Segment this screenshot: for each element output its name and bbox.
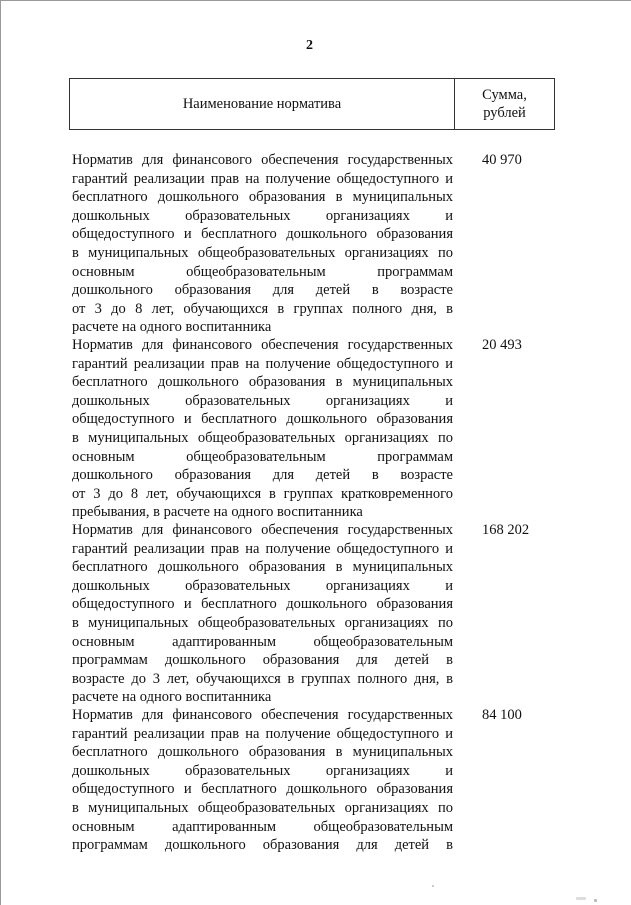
text-line: программам дошкольного образования для детей в — [72, 837, 453, 854]
text-line: дошкольных образовательных организациях и — [72, 577, 453, 594]
text-line: от 3 до 8 лет, обучающихся в группах кратковременного — [72, 485, 453, 502]
normative-name — [72, 336, 453, 522]
text-line: гарантий реализации прав на получение общедоступного и — [72, 355, 453, 372]
text-line: в муниципальных общеобразовательных организациях по — [72, 429, 453, 446]
normative-name — [72, 521, 453, 707]
text-line: основным общеобразовательным программам — [72, 448, 453, 465]
text-line: бесплатного дошкольного образования в муниципальных — [72, 374, 453, 391]
text-line: Норматив для финансового обеспечения государственных — [72, 152, 453, 168]
text-line: программам дошкольного образования для детей в — [72, 652, 453, 669]
text-line: общедоступного и бесплатного дошкольного образования — [72, 596, 453, 613]
text-line: общедоступного и бесплатного дошкольного образования — [72, 781, 453, 798]
page-edge-top — [0, 0, 631, 1]
text-line: дошкольного образования для детей в возрасте — [72, 467, 453, 484]
page-number: 2 — [306, 38, 313, 53]
text-line: дошкольных образовательных организациях и — [72, 392, 453, 409]
text-line: основным адаптированным общеобразовательным — [72, 633, 453, 650]
text-line: расчете на одного воспитанника — [72, 689, 272, 706]
text-line: от 3 до 8 лет, обучающихся в группах полного дня, в — [72, 300, 453, 317]
normative-sum: 40 970 — [482, 152, 522, 168]
scan-artifact — [432, 885, 434, 887]
column-header-sum-line2: рублей — [483, 105, 526, 121]
table-header — [69, 78, 555, 130]
text-line: Норматив для финансового обеспечения государственных — [72, 337, 453, 353]
text-line: гарантий реализации прав на получение общедоступного и — [72, 540, 453, 557]
text-line: общедоступного и бесплатного дошкольного образования — [72, 226, 453, 243]
text-line: основным общеобразовательным программам — [72, 263, 453, 280]
text-line: дошкольных образовательных организациях и — [72, 207, 453, 224]
scan-artifact — [594, 899, 597, 902]
column-header-name: Наименование норматива — [70, 79, 455, 129]
normative-name — [72, 151, 453, 337]
text-line: Норматив для финансового обеспечения государственных — [72, 522, 453, 538]
text-line: в муниципальных общеобразовательных организациях по — [72, 244, 453, 261]
text-line: в муниципальных общеобразовательных организациях по — [72, 799, 453, 816]
text-line: расчете на одного воспитанника — [72, 319, 272, 336]
column-header-sum-line1: Сумма, — [482, 87, 527, 103]
normative-sum: 168 202 — [482, 522, 530, 538]
text-line: бесплатного дошкольного образования в муниципальных — [72, 559, 453, 576]
text-line: бесплатного дошкольного образования в муниципальных — [72, 189, 453, 206]
text-line: Норматив для финансового обеспечения государственных — [72, 707, 453, 723]
text-line: дошкольных образовательных организациях и — [72, 762, 453, 779]
text-line: основным адаптированным общеобразовательным — [72, 818, 453, 835]
text-line: гарантий реализации прав на получение общедоступного и — [72, 725, 453, 742]
normative-sum: 20 493 — [482, 337, 522, 353]
text-line: бесплатного дошкольного образования в муниципальных — [72, 744, 453, 761]
text-line: пребывания, в расчете на одного воспитанника — [72, 504, 363, 521]
scan-artifact — [576, 897, 586, 900]
text-line: возрасте до 3 лет, обучающихся в группах полного дня, в — [72, 670, 453, 687]
normative-name — [72, 706, 453, 855]
column-header-sum — [455, 79, 554, 129]
text-line: в муниципальных общеобразовательных организациях по — [72, 614, 453, 631]
text-line: общедоступного и бесплатного дошкольного образования — [72, 411, 453, 428]
text-line: дошкольного образования для детей в возрасте — [72, 282, 453, 299]
page-edge-left — [0, 0, 1, 905]
normative-sum: 84 100 — [482, 707, 522, 723]
text-line: гарантий реализации прав на получение общедоступного и — [72, 170, 453, 187]
